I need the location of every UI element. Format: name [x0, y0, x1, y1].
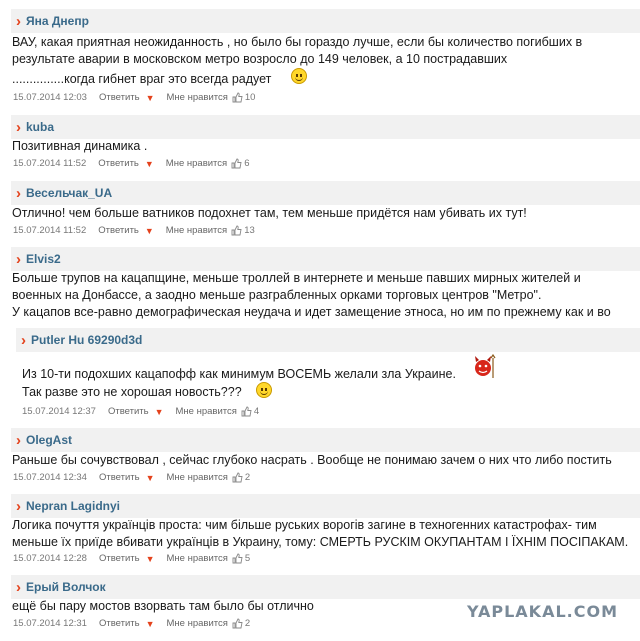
like-button[interactable]: Мне нравится	[166, 618, 228, 629]
dropdown-caret-icon[interactable]: ▼	[154, 406, 164, 417]
comment-line: Логика почуття українців проста: чим більше руських ворогів загине в техногенних катастрофах- тим	[12, 518, 597, 532]
reply-arrow-icon: ›	[16, 497, 21, 515]
comment-line: результате аварии в московском метро возросло до 149 человек, а 10 пострадавших	[12, 52, 508, 66]
author-name[interactable]: Elvis2	[26, 252, 61, 266]
like-button[interactable]: Мне нравится	[166, 472, 228, 483]
comment-date: 15.07.2014 12:37	[22, 406, 96, 417]
reply-arrow-icon: ›	[16, 12, 21, 30]
comment-line: У кацапов все-равно демографическая неудача и идет замещение этноса, но им по прежнему как и во	[12, 305, 611, 319]
author-name[interactable]: Ерый Волчок	[26, 580, 106, 594]
dropdown-caret-icon[interactable]: ▼	[144, 158, 154, 169]
thumbs-up-icon[interactable]	[231, 225, 242, 236]
reply-arrow-icon: ›	[16, 250, 21, 268]
thumbs-up-icon[interactable]	[232, 472, 243, 483]
comment-date: 15.07.2014 12:28	[13, 553, 87, 564]
comment-header	[11, 494, 640, 518]
site-watermark: YAPLAKAL.COM	[466, 602, 618, 621]
comment-meta	[13, 158, 249, 169]
comment-line: ...............когда гибнет враг это всегда радует	[12, 72, 272, 86]
comment-date: 15.07.2014 12:31	[13, 618, 87, 629]
author-name[interactable]: Весельчак_UA	[26, 186, 113, 200]
author-name[interactable]: kuba	[26, 120, 55, 134]
reply-button[interactable]: Ответить	[98, 472, 140, 483]
reply-arrow-icon: ›	[16, 118, 21, 136]
dropdown-caret-icon[interactable]: ▼	[145, 472, 155, 483]
comment-line: Позитивная динамика .	[12, 139, 148, 153]
comment-line: Отлично! чем больше ватников подохнет там, тем меньше придётся нам убивать их тут!	[12, 206, 527, 220]
comment-meta	[13, 553, 250, 564]
author-name[interactable]: Nepran Lagidnyi	[26, 499, 121, 513]
dropdown-caret-icon[interactable]: ▼	[144, 225, 154, 236]
reply-button[interactable]: Ответить	[98, 618, 140, 629]
like-button[interactable]: Мне нравится	[166, 92, 228, 103]
comment-meta	[13, 225, 255, 236]
author-name[interactable]: Яна Днепр	[26, 14, 89, 28]
like-count: 4	[253, 406, 260, 417]
like-count: 2	[244, 472, 251, 483]
comment-line: Так разве это не хорошая новость???	[22, 385, 242, 399]
thumbs-up-icon[interactable]	[231, 158, 242, 169]
like-button[interactable]: Мне нравится	[166, 553, 228, 564]
comment-date: 15.07.2014 11:52	[13, 158, 87, 169]
reply-arrow-icon: ›	[16, 578, 21, 596]
comment-date: 15.07.2014 11:52	[13, 225, 87, 236]
reply-button[interactable]: Ответить	[98, 225, 139, 236]
like-count: 6	[244, 158, 250, 169]
comment-header	[11, 9, 640, 33]
comment-line: Больше трупов на кацапщине, меньше троллей в интернете и меньше павших мирных жителей и	[12, 271, 581, 285]
like-count: 2	[244, 618, 251, 629]
reply-button[interactable]: Ответить	[107, 406, 149, 417]
author-name[interactable]: OlegAst	[26, 433, 73, 447]
reply-arrow-icon: ›	[21, 331, 26, 349]
comment-line: военных на Донбассе, а заодно меньше разграбленных орками торговых центров "Метро".	[12, 288, 542, 302]
comment-line: ещё бы пару мостов взорвать там было бы отлично	[12, 599, 314, 613]
comment-date: 15.07.2014 12:34	[13, 472, 87, 483]
author-name[interactable]: Putler Hu 69290d3d	[31, 333, 143, 347]
reply-arrow-icon: ›	[16, 431, 21, 449]
like-count: 10	[244, 92, 256, 103]
like-button[interactable]: Мне нравится	[175, 406, 237, 417]
comment-meta	[13, 472, 250, 483]
comment-meta	[22, 406, 259, 417]
like-count: 5	[244, 553, 251, 564]
comment-line: ВАУ, какая приятная неожиданность , но было бы гораздо лучше, если бы количество погибших в	[12, 35, 583, 49]
like-count: 13	[244, 225, 255, 236]
comment-header	[11, 575, 640, 599]
thumbs-up-icon[interactable]	[232, 553, 243, 564]
comment-meta	[13, 618, 250, 629]
reply-arrow-icon: ›	[16, 184, 21, 202]
comment-line: меньше їх приїде вбивати українців в Украину, тому: СМЕРТЬ РУСКІМ ОКУПАНТАМ І ЇХНІМ ПОСІПАКАМ.	[12, 535, 629, 549]
thumbs-up-icon[interactable]	[232, 618, 243, 629]
reply-button[interactable]: Ответить	[98, 553, 140, 564]
dropdown-caret-icon[interactable]: ▼	[145, 92, 155, 103]
comment-header	[11, 181, 640, 205]
comment-meta	[13, 92, 255, 103]
thumbs-up-icon[interactable]	[241, 406, 252, 417]
reply-button[interactable]: Ответить	[98, 92, 140, 103]
like-button[interactable]: Мне нравится	[165, 158, 228, 169]
comment-line: Раньше бы сочувствовал , сейчас глубоко насрать . Вообще не понимаю зачем о них что либо постить	[12, 453, 612, 467]
devil-icon	[473, 354, 497, 380]
comment-header	[11, 428, 640, 452]
reply-button[interactable]: Ответить	[98, 158, 139, 169]
comment-header	[11, 247, 640, 271]
comment-header	[11, 115, 640, 139]
thumbs-up-icon[interactable]	[232, 92, 243, 103]
dropdown-caret-icon[interactable]: ▼	[145, 618, 155, 629]
like-button[interactable]: Мне нравится	[165, 225, 228, 236]
comment-header	[16, 328, 640, 352]
comment-date: 15.07.2014 12:03	[13, 92, 87, 103]
smiley-icon	[291, 68, 307, 84]
comment-line: Из 10-ти подохших кацапофф как минимум ВОСЕМЬ желали зла Украине.	[22, 367, 456, 381]
dropdown-caret-icon[interactable]: ▼	[145, 553, 155, 564]
smiley-icon	[256, 382, 272, 398]
